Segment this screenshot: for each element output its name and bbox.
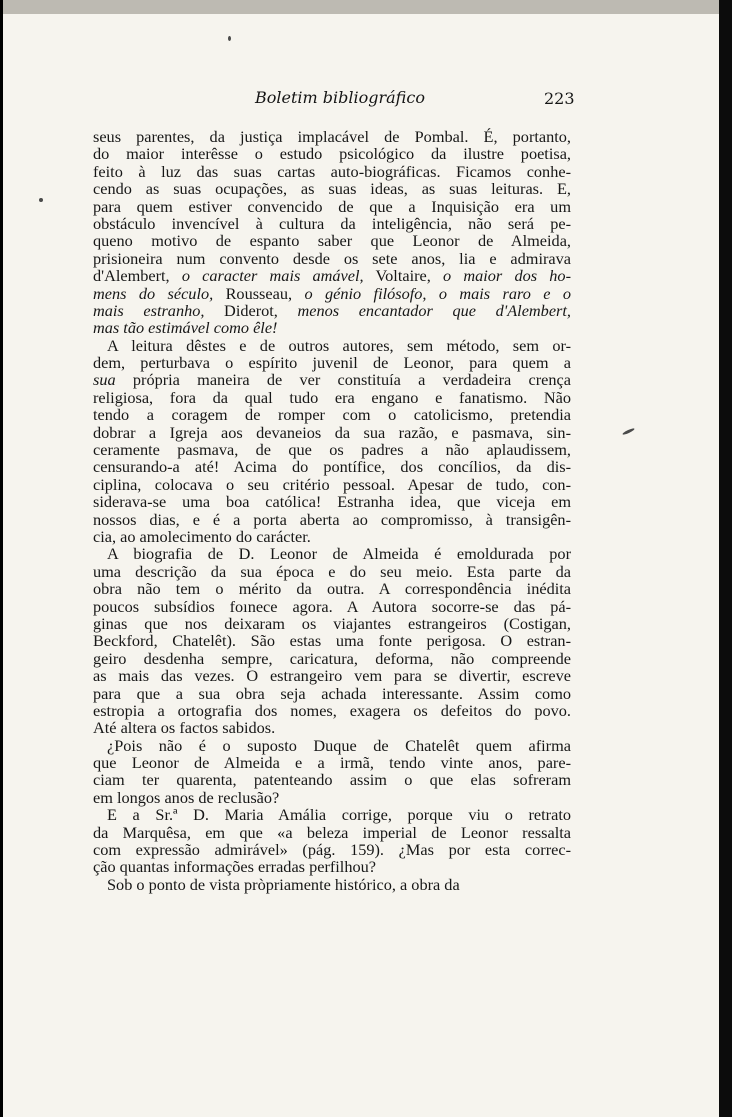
text-line [93, 789, 571, 806]
book-page [3, 0, 719, 1117]
text-line [93, 719, 571, 736]
text-line [93, 685, 571, 702]
text-segment: A biografia de D. Leonor de Almeida é emoldurada por [107, 544, 571, 564]
text-segment: E a Sr.ª D. Maria Amália corrige, porque viu o retrato [107, 805, 571, 825]
text-line [93, 319, 571, 336]
text-line [93, 458, 571, 475]
text-line [93, 493, 571, 510]
page-edge [719, 0, 732, 1117]
italic-text: o caracter mais amável, [181, 266, 364, 286]
text-segment: tendo a coragem de romper com o catolicismo, pretendia [93, 405, 571, 425]
italic-text: o génio filósofo, o mais raro e o [304, 283, 572, 303]
text-line [93, 754, 571, 771]
text-line [93, 424, 571, 441]
ink-speck [622, 427, 635, 435]
text-line [93, 806, 571, 823]
text-line [93, 389, 571, 406]
text-line [93, 180, 571, 197]
text-line [93, 250, 571, 267]
text-segment: ¿Pois não é o suposto Duque de Chatelêt quem afirma [107, 735, 571, 755]
text-segment: da Marquêsa, em que «a beleza imperial de Leonor ressalta [93, 822, 571, 842]
text-line [93, 163, 571, 180]
ink-speck [228, 36, 231, 41]
text-line [93, 650, 571, 667]
text-segment: Até altera os factos sabidos. [93, 718, 276, 738]
body-text [93, 128, 571, 893]
text-segment: A leitura dêstes e de outros autores, sem método, sem or- [107, 335, 571, 355]
text-line [93, 598, 571, 615]
text-segment: d'Alembert, [93, 266, 182, 286]
text-segment: Rousseau, [213, 283, 305, 303]
text-line [93, 841, 571, 858]
italic-text: menos encantador que d'Alembert, [297, 300, 571, 320]
text-line [93, 858, 571, 875]
text-line [93, 702, 571, 719]
text-line [93, 128, 571, 145]
text-line [93, 441, 571, 458]
text-line [93, 615, 571, 632]
text-segment: do maior interêsse o estudo psicológico da ilustre poetisa, [93, 144, 571, 164]
italic-text: o maior dos ho- [443, 266, 571, 286]
text-segment: em longos anos de reclusão? [93, 787, 280, 807]
text-line [93, 511, 571, 528]
text-segment: própria maneira de ver constituía a verdadeira crença [115, 370, 571, 390]
italic-text: mais estranho, [93, 300, 205, 320]
text-segment: Sob o ponto de vista pròpriamente histórico, a obra da [107, 874, 460, 894]
text-line [93, 215, 571, 232]
text-line [93, 371, 571, 388]
paragraph [93, 806, 571, 876]
text-segment: ceramente pasmava, de que os padres a não aplaudissem, [93, 440, 571, 460]
text-line [93, 737, 571, 754]
text-line [93, 145, 571, 162]
text-segment: Diderot, [204, 300, 298, 320]
text-segment: censurando-a até! Acima do pontífice, dos concílios, da dis- [93, 457, 571, 477]
text-line [93, 632, 571, 649]
paragraph [93, 128, 571, 337]
text-segment: ciam ter quarenta, patenteando assim o que elas sofreram [93, 770, 571, 790]
text-line [93, 545, 571, 562]
paragraph [93, 545, 571, 736]
text-segment: que Leonor de Almeida e a irmã, tendo vinte anos, pare- [93, 753, 571, 773]
text-line [93, 302, 571, 319]
page-top-shadow [3, 0, 719, 14]
text-segment: religiosa, fora da qual tudo era engano e fanatismo. Não [93, 387, 571, 407]
text-segment: ginas que nos deixaram os viajantes estrangeiros (Costigan, [93, 613, 571, 633]
text-line [93, 824, 571, 841]
paragraph [93, 876, 571, 893]
text-line [93, 771, 571, 788]
text-segment: feito à luz das suas cartas auto-biográficas. Ficamos conhe- [93, 161, 571, 181]
paragraph [93, 737, 571, 807]
text-line [93, 232, 571, 249]
text-segment: ciplina, colocava o seu critério pessoal. Apesar de tudo, con- [93, 474, 571, 494]
text-line [93, 354, 571, 371]
text-segment: obra não tem o mérito da outra. A correspondência inédita [93, 579, 571, 599]
text-segment: com expressão admirável» (pág. 159). ¿Mas por esta correc- [93, 840, 571, 860]
text-line [93, 285, 571, 302]
page-number: 223 [544, 89, 575, 108]
running-title: Boletim bibliográfico [255, 88, 425, 107]
text-segment: estropia a ortografia dos nomes, exagera os defeitos do povo. [93, 700, 571, 720]
text-segment: siderava-se uma boa católica! Estranha idea, que viceja em [93, 492, 571, 512]
text-line [93, 563, 571, 580]
text-line [93, 337, 571, 354]
ink-speck [39, 198, 43, 202]
text-segment: cia, ao amolecimento do carácter. [93, 526, 311, 546]
text-segment: geiro desdenha sempre, caricatura, deforma, não compreende [93, 648, 571, 668]
paragraph [93, 337, 571, 546]
text-segment: as mais das vezes. O estrangeiro vem para se divertir, escreve [93, 666, 571, 686]
running-header [3, 88, 719, 112]
text-line [93, 528, 571, 545]
text-line [93, 667, 571, 684]
italic-text: sua [93, 370, 116, 390]
italic-text: mens do século, [93, 283, 214, 303]
text-segment: queno motivo de espanto saber que Leonor de Almeida, [93, 231, 571, 251]
italic-text: mas tão estimável como êle! [93, 318, 278, 338]
text-segment: Beckford, Chatelêt). São estas uma fonte perigosa. O estran- [93, 631, 571, 651]
text-line [93, 876, 571, 893]
text-segment: nossos dias, e é a porta aberta ao compromisso, à transigên- [93, 509, 571, 529]
text-segment: dem, perturbava o espírito juvenil de Leonor, para quem a [93, 353, 571, 373]
text-segment: prisioneira num convento desde os sete anos, lia e admirava [93, 248, 571, 268]
text-line [93, 476, 571, 493]
text-segment: para que a sua obra seja achada interessante. Assim como [93, 683, 571, 703]
text-line [93, 267, 571, 284]
text-segment: cendo as suas ocupações, as suas ideas, as suas leituras. E, [93, 179, 571, 199]
text-segment: para quem estiver convencido de que a Inquisição era um [93, 196, 571, 216]
text-segment: dobrar a Igreja aos devaneios da sua razão, e pasmava, sin- [93, 422, 571, 442]
text-segment: obstáculo invencível à cultura da inteligência, não será pe- [93, 213, 571, 233]
text-line [93, 406, 571, 423]
text-segment: Voltaire, [363, 266, 444, 286]
text-segment: ção quantas informações erradas perfilhou? [93, 857, 376, 877]
text-segment: poucos subsídios foınece agora. A Autora socorre-se das pá- [93, 596, 571, 616]
text-segment: seus parentes, da justiça implacável de Pombal. É, portanto, [93, 127, 571, 146]
text-segment: uma descrição da sua época e do seu meio. Esta parte da [93, 561, 571, 581]
text-line [93, 198, 571, 215]
text-line [93, 580, 571, 597]
